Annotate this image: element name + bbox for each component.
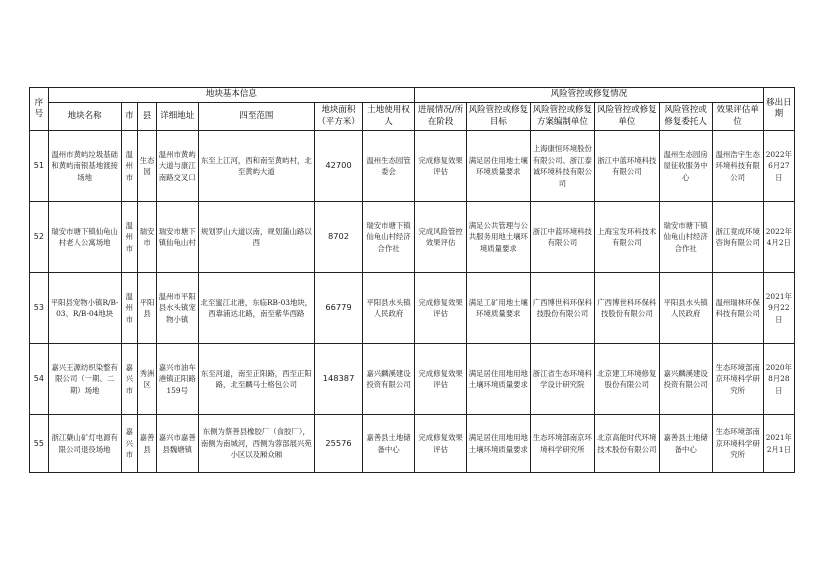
cell-eval-unit: 浙江竟成环境咨询有限公司 (712, 202, 763, 273)
cell-address: 瑞安市塘下镇仙龟山村 (156, 202, 198, 273)
cell-address: 嘉兴市嘉善县魏塘镇 (156, 415, 198, 473)
cell-plan-unit: 广西博世科环保科技股份有限公司 (530, 273, 595, 344)
cell-city: 温州市 (121, 131, 138, 202)
cell-city: 温州市 (121, 202, 138, 273)
cell-address: 温州市黄屿大道与康江南路交叉口 (156, 131, 198, 202)
cell-owner: 瑞安市塘下镇仙龟山村经济合作社 (362, 202, 414, 273)
table-row (30, 202, 795, 273)
cell-removal-date: 2022年4月2日 (763, 202, 794, 273)
cell-eval-unit: 生态环境部南京环境科学研究所 (712, 415, 763, 473)
cell-eval-unit: 温州浩宇生态环境科技有限公司 (712, 131, 763, 202)
cell-target: 满足居住用地用地土壤环境质量要求 (467, 344, 530, 415)
cell-county: 秀洲区 (138, 344, 157, 415)
cell-area: 25576 (315, 415, 363, 473)
cell-stage: 完成修复效果评估 (415, 131, 467, 202)
header-repair-unit: 风险管控或修复单位 (595, 103, 660, 131)
cell-target: 满足工矿用地土壤环境质量要求 (467, 273, 530, 344)
cell-stage: 完成修复效果评估 (415, 273, 467, 344)
cell-seq: 52 (30, 202, 49, 273)
cell-removal-date: 2020年8月28日 (763, 344, 794, 415)
cell-bounds: 东侧为蔡善县橡胶厂（食胶厂），南侧为南城河，西侧为蓉部展兴苑小区以及厢众厢 (198, 415, 315, 473)
cell-stage: 完成修复效果评估 (415, 415, 467, 473)
cell-site-name: 瑞安市塘下镇仙龟山村老人公寓场地 (48, 202, 121, 273)
cell-seq: 53 (30, 273, 49, 344)
cell-eval-unit: 生态环境部南京环境科学研究所 (712, 344, 763, 415)
cell-county: 生态园 (138, 131, 157, 202)
header-plan-unit: 风险管控或修复方案编制单位 (530, 103, 595, 131)
table-row (30, 344, 795, 415)
cell-city: 温州市 (121, 273, 138, 344)
cell-repair-unit: 上海宝发环科技术有限公司 (595, 202, 660, 273)
header-area: 地块面积（平方米） (315, 103, 363, 131)
cell-bounds: 规划罗山大道以南，规划蒲山路以西 (198, 202, 315, 273)
cell-removal-date: 2021年9月22日 (763, 273, 794, 344)
cell-site-name: 嘉兴王源纺织染整有限公司（一期、二期）场地 (48, 344, 121, 415)
header-removal-date: 移出日期 (763, 88, 794, 131)
cell-owner: 嘉善县土地储备中心 (362, 415, 414, 473)
cell-address: 温州市平阳县水头镇宠物小镇 (156, 273, 198, 344)
header-address: 详细地址 (156, 103, 198, 131)
cell-area: 148387 (315, 344, 363, 415)
cell-owner: 嘉兴麟溪建设投资有限公司 (362, 344, 414, 415)
cell-plan-unit: 上海康恒环境股份有限公司、浙江泰诚环境科技有限公司 (530, 131, 595, 202)
cell-county: 平阳县 (138, 273, 157, 344)
header-stage: 进展情况/所在阶段 (415, 103, 467, 131)
cell-owner: 平阳县水头镇人民政府 (362, 273, 414, 344)
cell-site-name: 浙江蘖山矿灯电源有限公司退役场地 (48, 415, 121, 473)
cell-address: 嘉兴市油车港镇正阳路159号 (156, 344, 198, 415)
header-county: 县 (138, 103, 157, 131)
cell-repair-unit: 广西博世科环保科技股份有限公司 (595, 273, 660, 344)
cell-repair-unit: 北京建工环境修复股份有限公司 (595, 344, 660, 415)
cell-county: 瑞安市 (138, 202, 157, 273)
cell-removal-date: 2021年2月1日 (763, 415, 794, 473)
cell-target: 满足公共管理与公共服务用地土壤环境质量要求 (467, 202, 530, 273)
cell-removal-date: 2022年6月27日 (763, 131, 794, 202)
cell-area: 66779 (315, 273, 363, 344)
cell-site-name: 平阳县宠物小镇R/B-03、R/B-04地块 (48, 273, 121, 344)
cell-target: 满足居住用地土壤环境质量要求 (467, 131, 530, 202)
cell-bounds: 北至蜜江北港，东临RB-03地块，西靠浦达北路，南至紫华西路 (198, 273, 315, 344)
header-target: 风险管控或修复目标 (467, 103, 530, 131)
cell-client: 瑞安市塘下镇仙龟山村经济合作社 (659, 202, 712, 273)
cell-bounds: 东至河道，南至正阳路，西至正阳路，北至麟马士格包公司 (198, 344, 315, 415)
cell-client: 平阳县水头镇人民政府 (659, 273, 712, 344)
cell-city: 嘉兴市 (121, 344, 138, 415)
cell-plan-unit: 浙江省生态环境科学设计研究院 (530, 344, 595, 415)
cell-client: 温州生态园房屋征收服务中心 (659, 131, 712, 202)
contaminated-site-table (29, 87, 795, 473)
cell-plan-unit: 生态环境部南京环境科学研究所 (530, 415, 595, 473)
cell-bounds: 东至上江河，西和南至黄屿村，北至黄屿大道 (198, 131, 315, 202)
table-row (30, 415, 795, 473)
cell-client: 嘉兴麟溪建设投资有限公司 (659, 344, 712, 415)
cell-seq: 55 (30, 415, 49, 473)
header-site-name: 地块名称 (48, 103, 121, 131)
cell-owner: 温州生态园管委会 (362, 131, 414, 202)
cell-stage: 完成风险管控效果评估 (415, 202, 467, 273)
cell-plan-unit: 浙江中蓝环境科技有限公司 (530, 202, 595, 273)
cell-stage: 完成修复效果评估 (415, 344, 467, 415)
header-client: 风险管控或修复委托人 (659, 103, 712, 131)
cell-area: 42700 (315, 131, 363, 202)
header-seq: 序号 (30, 88, 49, 131)
table-row (30, 273, 795, 344)
header-owner: 土地使用权人 (362, 103, 414, 131)
cell-county: 嘉善县 (138, 415, 157, 473)
header-group-basic-info: 地块基本信息 (48, 88, 414, 103)
cell-eval-unit: 温州瑞林环保科技有限公司 (712, 273, 763, 344)
cell-city: 嘉兴市 (121, 415, 138, 473)
cell-repair-unit: 北京高能时代环境技术股份有限公司 (595, 415, 660, 473)
cell-repair-unit: 浙江中蓝环境科技有限公司 (595, 131, 660, 202)
header-bounds: 四至范围 (198, 103, 315, 131)
header-group-risk-control: 风险管控或修复情况 (415, 88, 764, 103)
cell-target: 满足居住用地用地土壤环境质量要求 (467, 415, 530, 473)
cell-area: 8702 (315, 202, 363, 273)
cell-seq: 54 (30, 344, 49, 415)
header-city: 市 (121, 103, 138, 131)
cell-client: 嘉善县土地储备中心 (659, 415, 712, 473)
cell-site-name: 温州市黄屿垃圾基础和黄屿南银基地渡接场地 (48, 131, 121, 202)
header-eval-unit: 效果评估单位 (712, 103, 763, 131)
cell-seq: 51 (30, 131, 49, 202)
table-row (30, 131, 795, 202)
